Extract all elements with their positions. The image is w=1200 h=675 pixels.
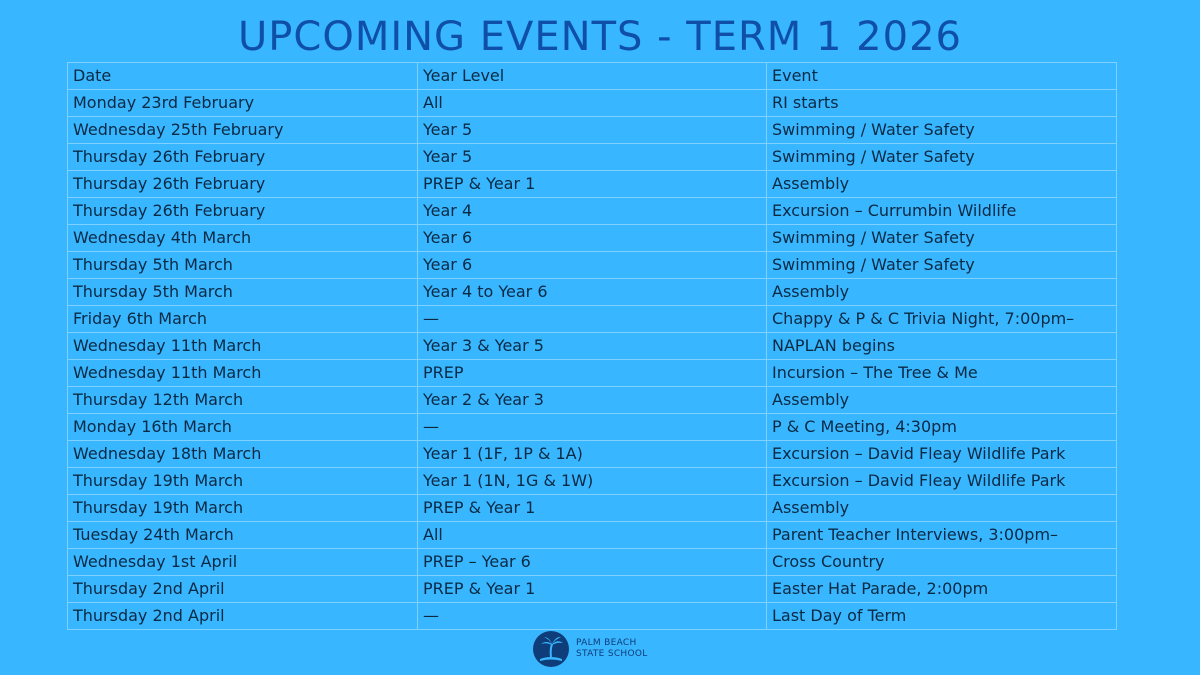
table-row [68, 117, 1117, 144]
date-cell: Monday 16th March [68, 414, 418, 441]
date-cell: Wednesday 25th February [68, 117, 418, 144]
school-logo [532, 630, 648, 668]
event-cell: Parent Teacher Interviews, 3:00pm– [767, 522, 1117, 549]
date-cell: Tuesday 24th March [68, 522, 418, 549]
table-row [68, 171, 1117, 198]
table-row [68, 414, 1117, 441]
date-cell: Thursday 26th February [68, 144, 418, 171]
event-cell: RI starts [767, 90, 1117, 117]
header-date: Date [68, 63, 418, 90]
year-level-cell: PREP & Year 1 [418, 171, 767, 198]
event-cell: Swimming / Water Safety [767, 144, 1117, 171]
table-row [68, 144, 1117, 171]
event-cell: Assembly [767, 387, 1117, 414]
date-cell: Thursday 12th March [68, 387, 418, 414]
date-cell: Thursday 5th March [68, 279, 418, 306]
date-cell: Thursday 2nd April [68, 603, 418, 630]
logo-text-line2: STATE SCHOOL [576, 649, 648, 659]
table-row [68, 279, 1117, 306]
year-level-cell: Year 2 & Year 3 [418, 387, 767, 414]
year-level-cell: All [418, 90, 767, 117]
header-year-level: Year Level [418, 63, 767, 90]
year-level-cell: — [418, 603, 767, 630]
year-level-cell: Year 6 [418, 252, 767, 279]
date-cell: Thursday 26th February [68, 171, 418, 198]
table-row [68, 603, 1117, 630]
event-cell: Excursion – David Fleay Wildlife Park [767, 468, 1117, 495]
event-cell: Assembly [767, 495, 1117, 522]
date-cell: Thursday 19th March [68, 468, 418, 495]
year-level-cell: PREP & Year 1 [418, 495, 767, 522]
event-cell: Swimming / Water Safety [767, 252, 1117, 279]
year-level-cell: Year 1 (1N, 1G & 1W) [418, 468, 767, 495]
header-event: Event [767, 63, 1117, 90]
year-level-cell: PREP – Year 6 [418, 549, 767, 576]
date-cell: Wednesday 1st April [68, 549, 418, 576]
date-cell: Wednesday 18th March [68, 441, 418, 468]
table-row [68, 495, 1117, 522]
date-cell: Monday 23rd February [68, 90, 418, 117]
year-level-cell: Year 1 (1F, 1P & 1A) [418, 441, 767, 468]
year-level-cell: Year 4 to Year 6 [418, 279, 767, 306]
table-row [68, 225, 1117, 252]
date-cell: Wednesday 11th March [68, 333, 418, 360]
event-cell: Swimming / Water Safety [767, 225, 1117, 252]
year-level-cell: Year 3 & Year 5 [418, 333, 767, 360]
events-table [67, 62, 1117, 630]
date-cell: Thursday 5th March [68, 252, 418, 279]
event-cell: Swimming / Water Safety [767, 117, 1117, 144]
table-row [68, 387, 1117, 414]
logo-text-line1: PALM BEACH [576, 638, 637, 648]
table-row [68, 522, 1117, 549]
table-row [68, 360, 1117, 387]
event-cell: Last Day of Term [767, 603, 1117, 630]
table-row [68, 468, 1117, 495]
table-row [68, 198, 1117, 225]
year-level-cell: — [418, 306, 767, 333]
page-title: UPCOMING EVENTS - TERM 1 2026 [238, 14, 962, 60]
table-row [68, 576, 1117, 603]
date-cell: Thursday 26th February [68, 198, 418, 225]
event-cell: Assembly [767, 171, 1117, 198]
year-level-cell: Year 4 [418, 198, 767, 225]
table-row [68, 90, 1117, 117]
table-row [68, 306, 1117, 333]
date-cell: Friday 6th March [68, 306, 418, 333]
table-row [68, 333, 1117, 360]
event-cell: P & C Meeting, 4:30pm [767, 414, 1117, 441]
year-level-cell: PREP [418, 360, 767, 387]
date-cell: Wednesday 4th March [68, 225, 418, 252]
event-cell: Chappy & P & C Trivia Night, 7:00pm– [767, 306, 1117, 333]
year-level-cell: Year 6 [418, 225, 767, 252]
event-cell: Assembly [767, 279, 1117, 306]
year-level-cell: PREP & Year 1 [418, 576, 767, 603]
event-cell: Excursion – David Fleay Wildlife Park [767, 441, 1117, 468]
events-table-body [68, 90, 1117, 630]
year-level-cell: Year 5 [418, 117, 767, 144]
table-header-row [68, 63, 1117, 90]
event-cell: Excursion – Currumbin Wildlife [767, 198, 1117, 225]
year-level-cell: — [418, 414, 767, 441]
table-row [68, 441, 1117, 468]
event-cell: Easter Hat Parade, 2:00pm [767, 576, 1117, 603]
date-cell: Thursday 19th March [68, 495, 418, 522]
table-row [68, 549, 1117, 576]
palm-tree-logo-icon [532, 630, 570, 668]
table-row [68, 252, 1117, 279]
year-level-cell: Year 5 [418, 144, 767, 171]
event-cell: Cross Country [767, 549, 1117, 576]
event-cell: NAPLAN begins [767, 333, 1117, 360]
date-cell: Wednesday 11th March [68, 360, 418, 387]
date-cell: Thursday 2nd April [68, 576, 418, 603]
event-cell: Incursion – The Tree & Me [767, 360, 1117, 387]
year-level-cell: All [418, 522, 767, 549]
